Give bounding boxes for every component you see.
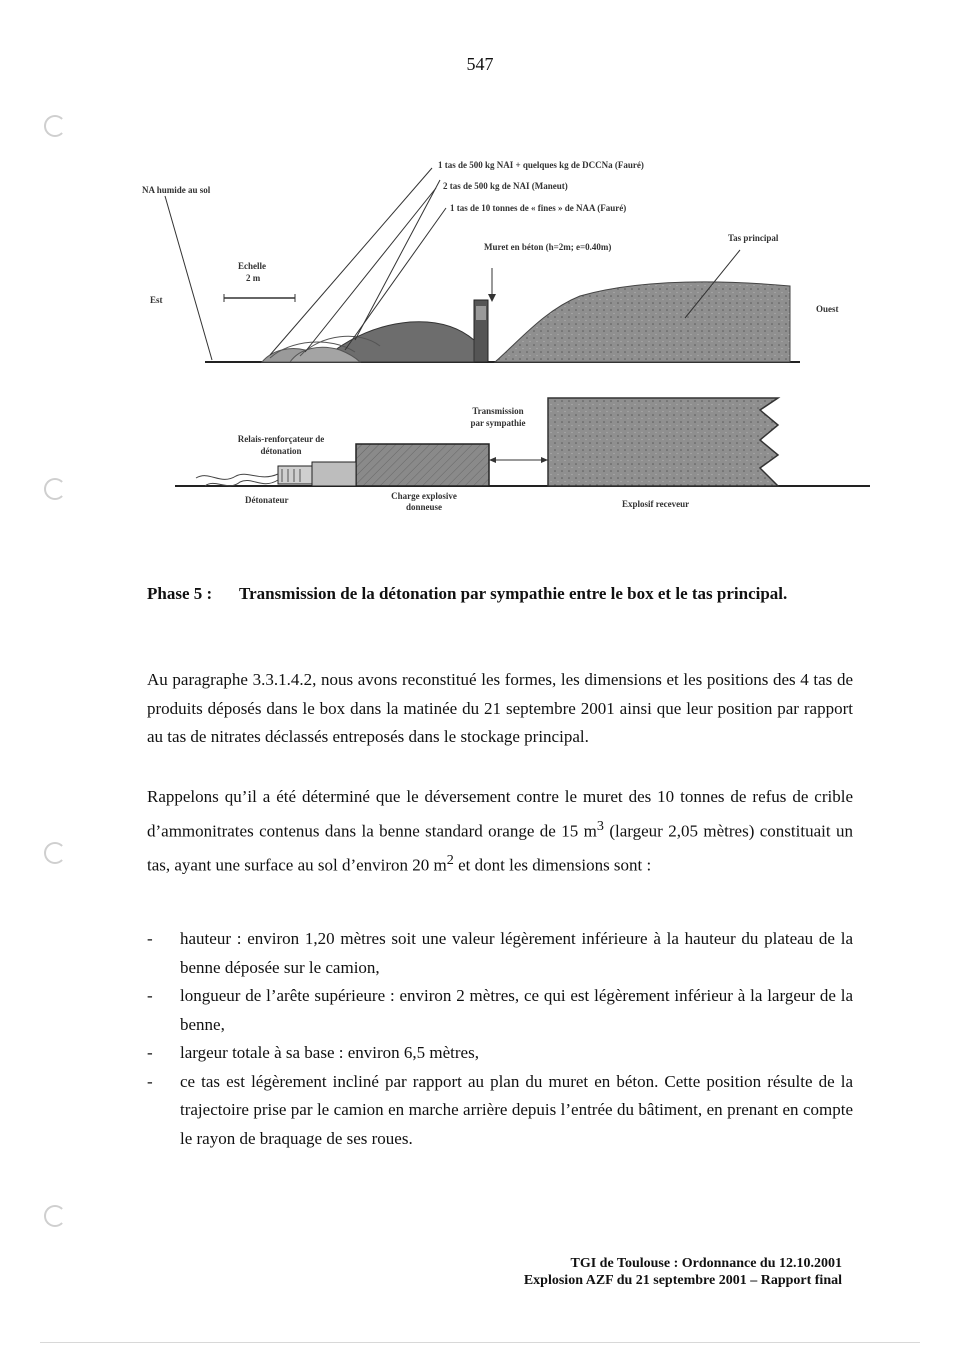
label-charge-1: Charge explosive (391, 491, 457, 501)
tas-principal-shape (495, 282, 790, 362)
label-tas-2: 2 tas de 500 kg de NAI (Maneut) (443, 181, 568, 191)
caption-label: Phase 5 : (147, 584, 213, 603)
list-item-text: largeur totale à sa base : environ 6,5 mètres, (180, 1043, 479, 1062)
dimension-list (147, 925, 853, 1153)
list-dash: - (147, 929, 153, 948)
page-footer (524, 1255, 842, 1289)
superscript: 2 (446, 851, 454, 868)
binder-hole (44, 842, 66, 864)
list-item (147, 1068, 853, 1154)
label-na-humide: NA humide au sol (142, 185, 211, 195)
caption-text: Transmission de la détonation par sympathie entre le box et le tas principal. (239, 584, 788, 603)
label-tas-principal: Tas principal (728, 233, 779, 243)
label-muret: Muret en béton (h=2m; e=0.40m) (484, 242, 612, 252)
detonateur-shape (278, 466, 312, 484)
label-relais-1: Relais-renforçateur de (237, 434, 325, 444)
label-transmission-1: Transmission (472, 406, 524, 416)
label-echelle-value: 2 m (246, 273, 261, 283)
label-relais-2: détonation (260, 446, 302, 456)
label-tas-3: 1 tas de 10 tonnes de « fines » de NAA (Fauré) (450, 203, 627, 213)
label-transmission-2: par sympathie (470, 418, 526, 428)
paragraph-part: Rappelons qu’il a été déterminé que le déversement contre le muret des 10 tonnes de refus de crible d’ammonitrates contenus dans la benne standard orange de 15 m (147, 787, 853, 841)
label-est: Est (150, 295, 163, 305)
label-charge-2: donneuse (405, 502, 442, 512)
paragraph (147, 783, 853, 880)
paragraph: Au paragraphe 3.3.1.4.2, nous avons reconstitué les formes, les dimensions et les positions des 4 tas de produits déposés dans le box dans la matinée du 21 septembre 2001 ainsi que leur position par rapport au tas de nitrates déclassés entreposés dans le stockage principal. (147, 670, 853, 746)
list-item-text: hauteur : environ 1,20 mètres soit une valeur légèrement inférieure à la hauteur du plateau de la benne déposée sur le camion, (180, 929, 853, 977)
explosif-receveur-shape (548, 398, 778, 486)
figure-drawing (0, 0, 960, 520)
label-ouest: Ouest (816, 304, 839, 314)
paragraph-part: et dont les dimensions sont : (453, 855, 652, 875)
paragraph-part: (largeur 2,05 mètres) constituait un tas, ayant une surface au sol d’environ 20 m (147, 821, 853, 875)
footer-line: TGI de Toulouse : Ordonnance du 12.10.2001 (570, 1256, 842, 1271)
list-item-text: longueur de l’arête supérieure : environ 2 mètres, ce qui est légèrement inférieur à la largeur de la benne, (180, 986, 853, 1034)
label-tas-1: 1 tas de 500 kg NAI + quelques kg de DCCNa (Fauré) (438, 160, 644, 170)
page-number: 547 (466, 54, 494, 74)
list-dash: - (147, 1043, 153, 1062)
list-item (147, 1039, 853, 1068)
label-detonateur: Détonateur (245, 495, 289, 505)
label-echelle: Echelle (238, 261, 266, 271)
relais-renforcateur-shape (312, 462, 356, 486)
list-dash: - (147, 1071, 153, 1091)
superscript: 3 (596, 817, 604, 834)
charge-donneuse-shape (356, 444, 489, 486)
label-explosif-receveur: Explosif receveur (622, 499, 690, 509)
list-dash: - (147, 986, 153, 1005)
list-item (147, 925, 853, 982)
figure-caption (147, 580, 853, 608)
list-item (147, 982, 853, 1039)
footer-line: Explosion AZF du 21 septembre 2001 – Rapport final (523, 1273, 842, 1288)
page-edge-line (40, 1342, 920, 1343)
list-item-text: ce tas est légèrement incliné par rapport au plan du muret en béton. Cette position résulte de la trajectoire prise par le camion en marche arrière depuis l’entrée du bâtiment, en prenant en compte le rayon de braquage de ses roues. (180, 1071, 853, 1148)
binder-hole (44, 1205, 66, 1227)
